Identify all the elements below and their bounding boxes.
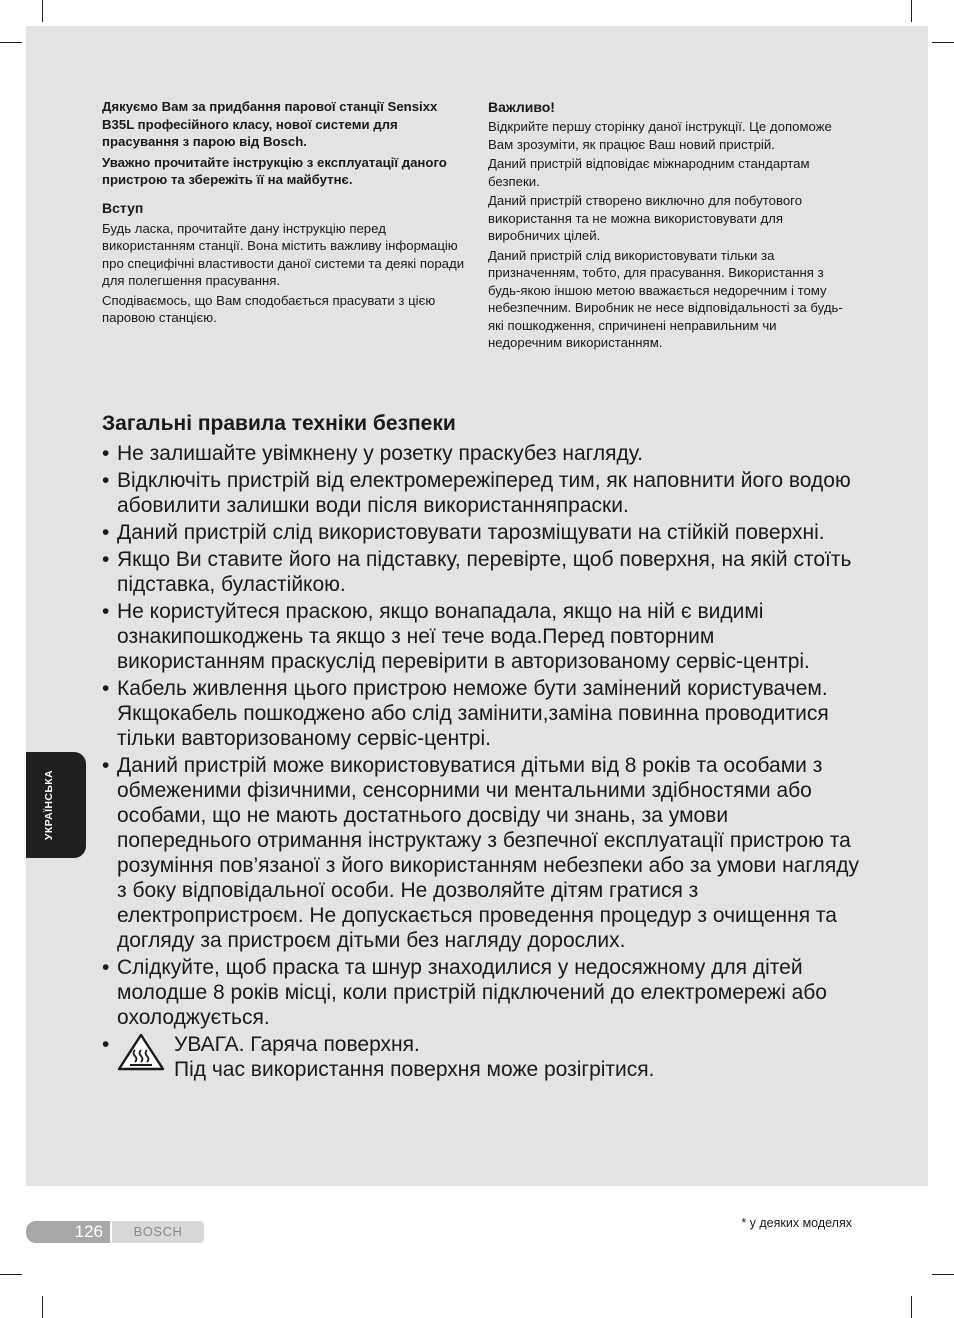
- language-tab-label: УКРАЇНСЬКА: [43, 769, 55, 841]
- important-paragraph: Даний пристрій відповідає міжнародним стандартам безпеки.: [488, 156, 810, 189]
- safety-rule: • Не залишайте увімкнену у розетку праскубез нагляду.: [102, 441, 862, 466]
- hot-surface-warning: [102, 1032, 862, 1082]
- intro-heading: Вступ: [102, 199, 144, 216]
- warning-detail: Під час використання поверхня може розігрітися.: [174, 1058, 655, 1081]
- brand-label: BOSCH: [112, 1221, 204, 1243]
- important-column: [488, 98, 848, 354]
- thanks-text: Дякуємо Вам за придбання парової станції Sensixx B35L професійного класу, нової системи для прасування з парою від Bosch.: [102, 99, 438, 149]
- intro-column: [102, 98, 467, 329]
- safety-rule: • Якщо Ви ставите його на підставку, перевірте, щоб поверхня, на якій стоїть підставка, буластійкою.: [102, 547, 862, 597]
- safety-rule: • Даний пристрій може використовуватися дітьми від 8 років та особами з обмеженими фізичними, сенсорними чи ментальними здібностями або особами, що не мають достатнього досвіду чи знань, за умови попереднього отримання інструктажу з безпечної експлуатації пристрою та розуміння пов’язаної з його використанням небезпеки або за умови нагляду з боку відповідальної особи. Не дозволяйте дітям гратися з електропристроєм. Не допускається проведення процедур з очищення та догляду за пристроєм дітьми без нагляду дорослих.: [102, 753, 862, 953]
- safety-rule: • Не користуйтеся праскою, якщо вонападала, якщо на ній є видимі ознакипошкоджень та якщо з неї тече вода.Перед повторним використанням праскуслід перевірити в авторизованому сервіс-центрі.: [102, 599, 862, 674]
- crop-mark: [932, 1274, 954, 1275]
- safety-rules-list: [102, 441, 862, 1084]
- safety-rule: • Кабель живлення цього пристрою неможе бути замінений користувачем. Якщокабель пошкоджено або слід замінити,заміна повинна проводитися тільки вавторизованому сервіс-центрі.: [102, 676, 862, 751]
- warning-title: • УВАГА. Гаряча поверхня.: [174, 1033, 420, 1056]
- safety-rule: • Даний пристрій слід використовувати тарозміщувати на стійкій поверхні.: [102, 520, 862, 545]
- crop-mark: [42, 0, 43, 22]
- crop-mark: [42, 1296, 43, 1318]
- crop-mark: [911, 1296, 912, 1318]
- important-heading: Важливо!: [488, 99, 555, 115]
- footnote: * у деяких моделях: [741, 1216, 852, 1230]
- important-paragraph: Даний пристрій слід використовувати тільки за призначенням, тобто, для прасування. Використання з будь-якою іншою метою вважається недоречним і тому небезпечним. Виробник не несе відповідальності за будь-які пошкодження, спричинені неправильним чи недоречним використанням.: [488, 247, 843, 350]
- warning-row: [117, 1032, 862, 1082]
- crop-mark: [0, 42, 22, 43]
- language-tab: [26, 752, 86, 858]
- important-paragraph: Даний пристрій створено виключно для побутового використання та не можна використовувати для виробничих цілей.: [488, 193, 803, 243]
- crop-mark: [0, 1274, 22, 1275]
- crop-mark: [932, 42, 954, 43]
- hot-surface-icon: [117, 1033, 165, 1071]
- safety-rule: • Відключіть пристрій від електромережіперед тим, як наповнити його водою абовилити залишки води після використанняпраски.: [102, 468, 862, 518]
- safety-rule: • Слідкуйте, щоб праска та шнур знаходилися у недосяжному для дітей молодше 8 років місці, коли пристрій підключений до електромережі або охолоджується.: [102, 955, 862, 1030]
- warning-text: [174, 1032, 654, 1082]
- page-number: 126: [26, 1221, 110, 1243]
- intro-paragraph: Сподіваємось, що Вам сподобається прасувати з цією паровою станцією.: [102, 292, 436, 325]
- intro-paragraph: Будь ласка, прочитайте дану інструкцію перед використанням станції. Вона містить важливу інформацію про специфічні властивости даної системи та деякі поради для полегшення прасування.: [102, 220, 465, 288]
- safety-heading: Загальні правила техніки безпеки: [102, 412, 456, 435]
- crop-mark: [911, 0, 912, 22]
- read-manual-text: Уважно прочитайте інструкцію з експлуатації даного пристрою та збережіть її на майбутнє.: [102, 154, 447, 187]
- important-paragraph: Відкрийте першу сторінку даної інструкції. Це допоможе Вам зрозуміти, як працює Ваш новий пристрій.: [488, 119, 832, 152]
